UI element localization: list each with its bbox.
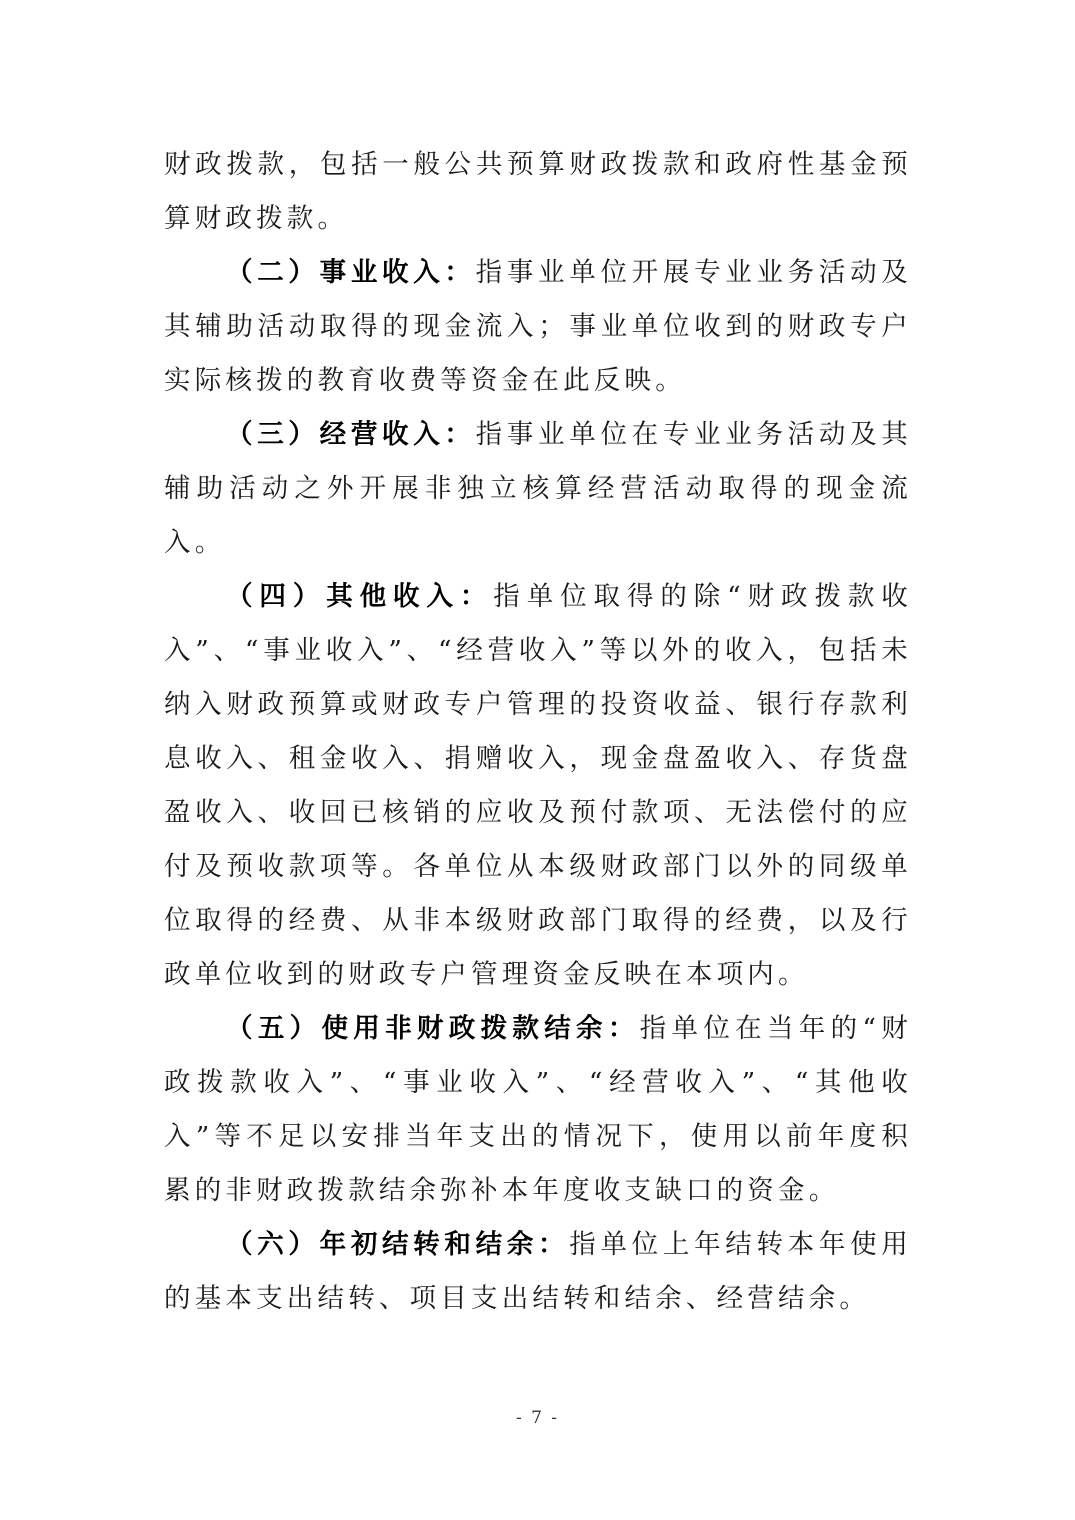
paragraph-heading: （四）其他收入： <box>226 581 494 612</box>
paragraph-text: 指单位取得的除“财政拨款收入”、“事业收入”、“经营收入”等以外的收入，包括未纳入财政预算或财政专户管理的投资收益、银行存款利息收入、租金收入、捐赠收入，现金盘盈收入、存货盘盈收入、收回已核销的应收及预付款项、无法偿付的应付及预收款项等。各单位从本级财政部门以外的同级单位取得的经费、从非本级财政部门取得的经费，以及行政单位收到的财政专户管理资金反映在本项内。 <box>164 581 912 990</box>
paragraph-heading: （二）事业收入： <box>226 257 476 288</box>
paragraph-heading: （五）使用非财政拨款结余： <box>226 1013 640 1044</box>
page-number: - 7 - <box>515 1408 560 1428</box>
paragraph-text: 指单位上年结转本年使用的基本支出结转、项目支出结转和结余、经营结余。 <box>164 1229 912 1314</box>
paragraph-non-fiscal-surplus-usage <box>164 1002 912 1218</box>
paragraph-text: 财政拨款，包括一般公共预算财政拨款和政府性基金预算财政拨款。 <box>164 149 912 234</box>
paragraph-operating-income <box>164 408 912 570</box>
paragraph-fiscal-appropriation-continued <box>164 138 912 246</box>
paragraph-heading: （三）经营收入： <box>226 419 476 450</box>
paragraph-text: 指事业单位开展专业业务活动及其辅助活动取得的现金流入；事业单位收到的财政专户实际核拨的教育收费等资金在此反映。 <box>164 257 912 396</box>
paragraph-text: 指单位在当年的“财政拨款收入”、“事业收入”、“经营收入”、“其他收入”等不足以安排当年支出的情况下，使用以前年度积累的非财政拨款结余弥补本年度收支缺口的资金。 <box>164 1013 912 1206</box>
paragraph-heading: （六）年初结转和结余： <box>226 1229 570 1260</box>
paragraph-text: 指事业单位在专业业务活动及其辅助活动之外开展非独立核算经营活动取得的现金流入。 <box>164 419 912 558</box>
paragraph-other-income <box>164 570 912 1002</box>
paragraph-public-institution-income <box>164 246 912 408</box>
document-body <box>164 138 912 1326</box>
paragraph-carryover-and-surplus <box>164 1218 912 1326</box>
